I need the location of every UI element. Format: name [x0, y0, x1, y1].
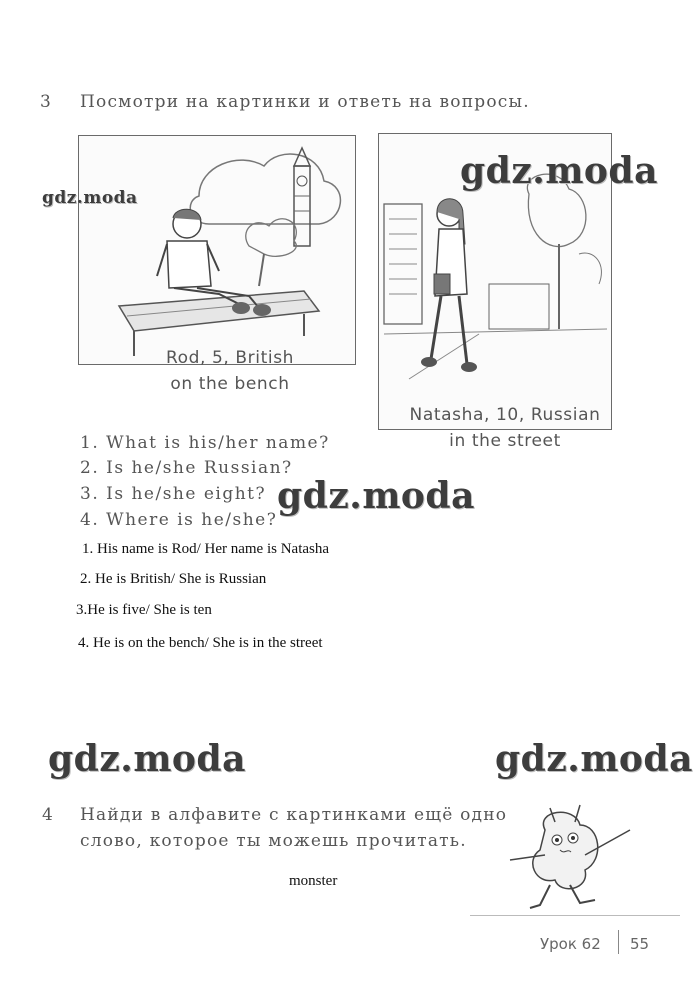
illustration-boy-on-bench — [79, 136, 355, 364]
picture-rod-caption-line1: Rod, 5, British — [165, 348, 295, 368]
answer-4: 4. He is on the bench/ She is in the street — [78, 635, 323, 651]
picture-natasha-caption — [395, 402, 615, 454]
lesson-label: Урок 62 — [540, 935, 601, 953]
task-4-number: 4 — [42, 805, 53, 825]
task-3-instruction: Посмотри на картинки и ответь на вопросы. — [80, 92, 530, 112]
footer-rule — [470, 915, 680, 916]
page-number: 55 — [630, 935, 650, 953]
picture-rod-caption-line2: on the bench — [170, 374, 290, 394]
task-3-number: 3 — [40, 92, 51, 112]
question-3: 3. Is he/she eight? — [80, 484, 267, 504]
picture-natasha-caption-line2: in the street — [449, 431, 561, 451]
watermark: gdz.moda — [495, 738, 693, 780]
watermark: gdz.moda — [460, 150, 658, 192]
picture-natasha-caption-line1: Natasha, 10, Russian — [409, 405, 601, 425]
picture-rod-frame — [78, 135, 356, 365]
watermark: gdz.moda — [48, 738, 246, 780]
watermark: gdz.moda — [277, 475, 475, 517]
question-2: 2. Is he/she Russian? — [80, 458, 293, 478]
picture-rod-caption — [120, 345, 340, 397]
watermark: gdz.moda — [42, 188, 138, 208]
task-4-instruction-line2: слово, которое ты можешь прочитать. — [80, 831, 467, 851]
monster-illustration — [505, 800, 635, 915]
answer-3: 3.He is five/ She is ten — [76, 602, 212, 618]
task-4-instruction-line1: Найди в алфавите с картинками ещё одно — [80, 805, 508, 825]
question-1: 1. What is his/her name? — [80, 433, 330, 453]
footer-divider — [618, 930, 619, 954]
task-4-answer: monster — [289, 873, 338, 889]
answer-2: 2. He is British/ She is Russian — [80, 571, 267, 587]
answer-1: 1. His name is Rod/ Her name is Natasha — [82, 541, 330, 557]
question-4: 4. Where is he/she? — [80, 510, 278, 530]
